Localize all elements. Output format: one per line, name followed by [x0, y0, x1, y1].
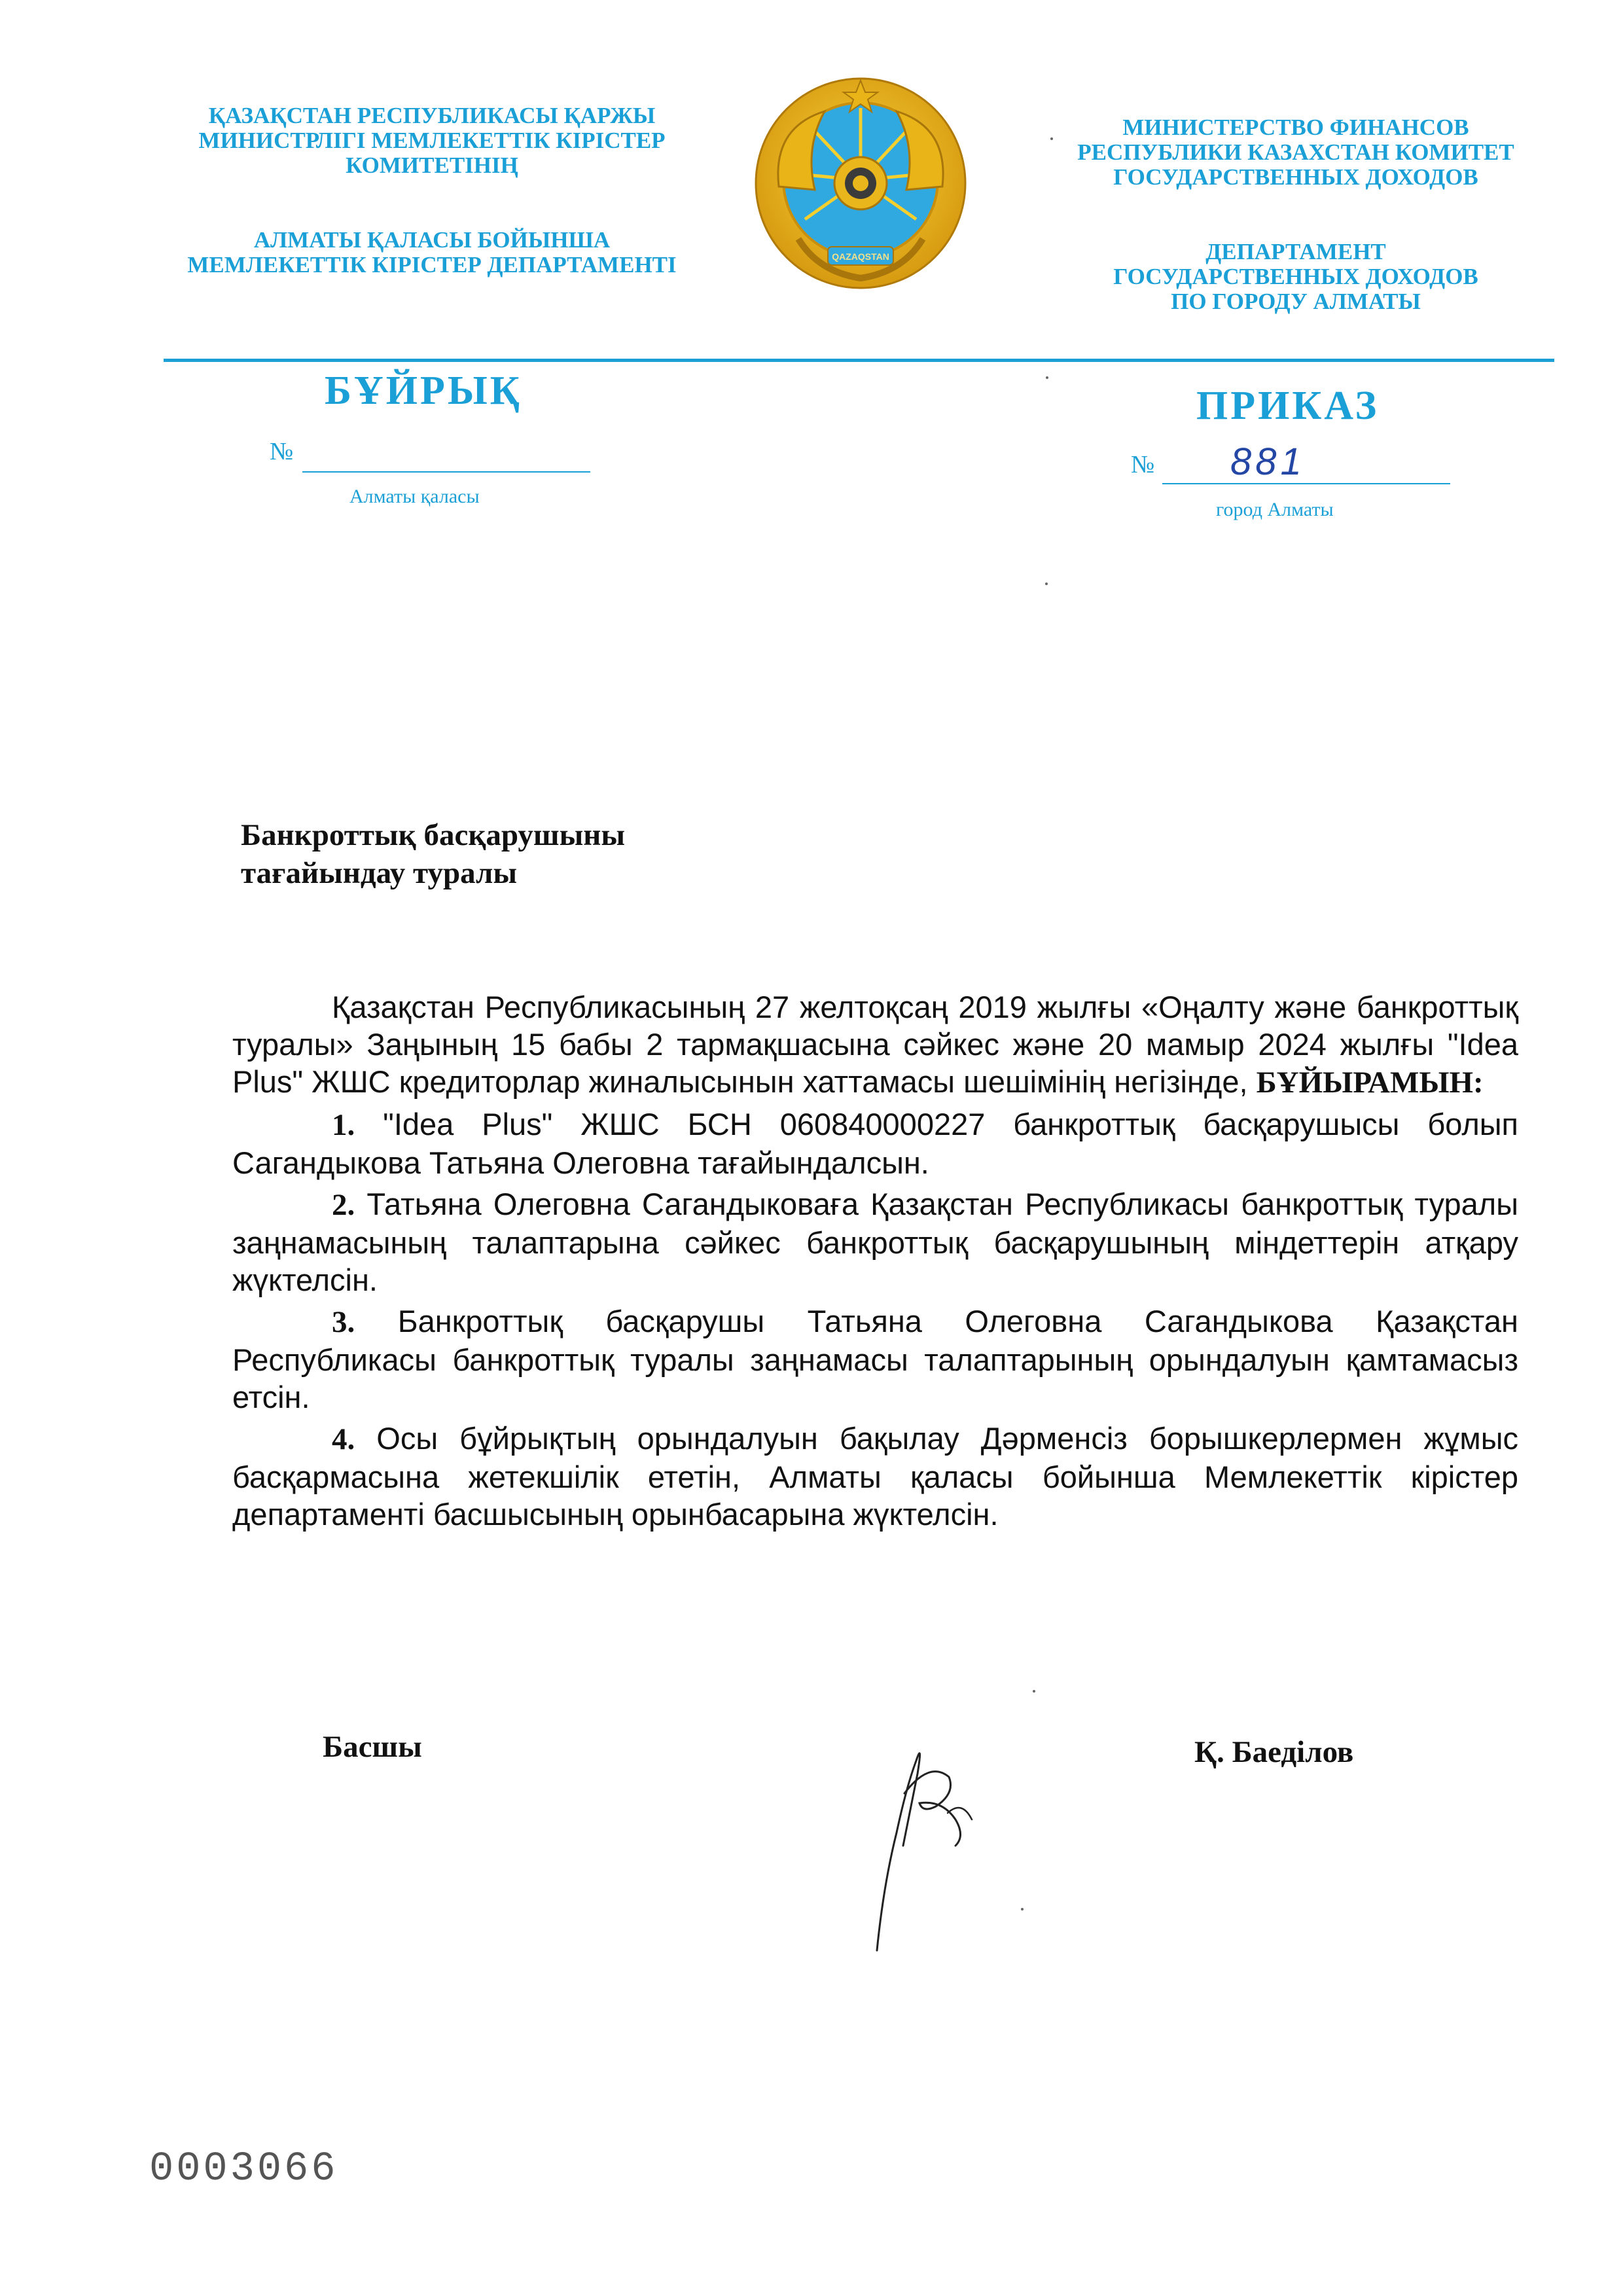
order-item-text: Банкроттық басқарушы Татьяна Олеговна Сагандыкова Қазақстан Республикасы банкроттық туралы заңнамасы талаптарының орындалуын қамтамасыз етсін.: [232, 1304, 1518, 1414]
order-title-ru: ПРИКАЗ: [1196, 384, 1380, 428]
subject-line: тағайындау туралы: [241, 856, 518, 890]
order-body: [232, 988, 1518, 1533]
header-left-line: КОМИТЕТІНІҢ: [346, 152, 518, 178]
order-number-label-ru: №: [1131, 451, 1155, 478]
scan-speck: [1045, 583, 1048, 585]
scan-speck: [1021, 1908, 1024, 1910]
header-left-line: ҚАЗАҚСТАН РЕСПУБЛИКАСЫ ҚАРЖЫ: [208, 103, 656, 128]
order-item-number: 4.: [332, 1422, 355, 1456]
verdict-text: БҰЙЫРАМЫН:: [1256, 1066, 1484, 1100]
emblem-text: QAZAQSTAN: [832, 251, 889, 262]
order-number-line-ru: [1162, 483, 1450, 484]
header-left-line: МИНИСТРЛІГІ МЕМЛЕКЕТТІК КІРІСТЕР: [198, 128, 666, 153]
subject-line: Банкроттық басқарушыны: [241, 818, 626, 852]
order-item: [232, 1302, 1518, 1416]
header-right-line: ПО ГОРОДУ АЛМАТЫ: [1171, 289, 1421, 314]
header-right-line: ГОСУДАРСТВЕННЫХ ДОХОДОВ: [1113, 264, 1478, 289]
order-title-kz: БҰЙРЫҚ: [325, 368, 522, 413]
serial-number: 0003066: [149, 2145, 338, 2192]
header-divider: [164, 359, 1554, 362]
preamble-paragraph: [232, 988, 1518, 1102]
order-number-line-kz: [302, 471, 590, 473]
order-number-ru: 881: [1230, 440, 1306, 483]
state-emblem-icon: [753, 75, 969, 298]
order-item-text: "Idea Plus" ЖШС БСН 060840000227 банкроттық басқарушысы болып Сагандыкова Татьяна Олеговна тағайындалсын.: [232, 1107, 1518, 1180]
order-item-number: 2.: [332, 1188, 355, 1222]
header-right-line: МИНИСТЕРСТВО ФИНАНСОВ: [1122, 115, 1469, 140]
header-left-kz: [157, 103, 707, 278]
order-subject: [241, 816, 625, 892]
order-item-number: 3.: [332, 1305, 355, 1339]
handwritten-signature: [857, 1715, 1054, 1964]
scan-speck: [1046, 376, 1048, 379]
header-right-ru: [1047, 115, 1544, 314]
scan-speck: [1033, 1690, 1035, 1693]
scan-speck: [1050, 137, 1053, 140]
order-item: [232, 1185, 1518, 1299]
header-left-line: МЕМЛЕКЕТТІК КІРІСТЕР ДЕПАРТАМЕНТІ: [187, 252, 677, 278]
order-item-number: 1.: [332, 1108, 355, 1142]
header-right-line: ГОСУДАРСТВЕННЫХ ДОХОДОВ: [1113, 164, 1478, 190]
order-number-label-kz: №: [270, 438, 294, 465]
order-item-text: Осы бұйрықтың орындалуын бақылау Дәрменсіз борышкерлермен жұмыс басқармасына жетекшілік ететін, Алматы қаласы бойынша Мемлекеттік кірістер департаменті басшысының орынбасарына жүктелсін.: [232, 1421, 1518, 1532]
order-item: [232, 1420, 1518, 1533]
header-right-line: РЕСПУБЛИКИ КАЗАХСТАН КОМИТЕТ: [1077, 139, 1514, 165]
order-item: [232, 1105, 1518, 1181]
signatory-role: Басшы: [323, 1730, 422, 1764]
preamble-text: Қазақстан Республикасының 27 желтоқсаң 2019 жылғы «Оңалту және банкроттық туралы» Заңының 15 бабы 2 тармақшасына сәйкес және 20 мамыр 2024 жылғы "Idea Plus" ЖШС кредиторлар жиналысынын хаттамасы шешімінің негізінде,: [232, 990, 1518, 1099]
city-ru: город Алматы: [1216, 499, 1334, 520]
order-item-text: Татьяна Олеговна Сагандыковаға Қазақстан Республикасы банкроттық туралы заңнамасының талаптарына сәйкес банкроттық басқарушының міндеттерін атқару жүктелсін.: [232, 1187, 1518, 1297]
signatory-name: Қ. Баеділов: [1194, 1735, 1354, 1769]
header-left-line: АЛМАТЫ ҚАЛАСЫ БОЙЫНША: [253, 227, 611, 253]
header-right-line: ДЕПАРТАМЕНТ: [1205, 239, 1386, 264]
city-kz: Алматы қаласы: [349, 486, 480, 507]
